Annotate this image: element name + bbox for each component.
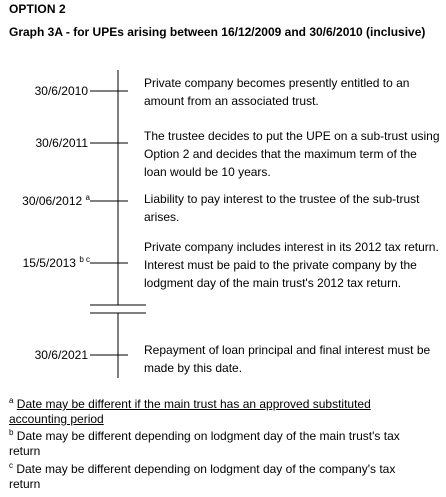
footnote [9, 397, 429, 427]
footnote-text: Date may be different depending on lodgment day of the company's tax return [9, 462, 396, 491]
event-date-label: 30/6/2010 [34, 84, 88, 98]
event-date [0, 136, 88, 150]
event-description: Private company includes interest in its 2012 tax return. Interest must be paid to the private company by the lodgment day of the main trust's 2012 tax return. [144, 240, 439, 290]
event-footnote-mark: a [85, 193, 90, 202]
event-description: Liability to pay interest to the trustee of the sub-trust arises. [144, 192, 420, 224]
footnote-text: Date may be different depending on lodgment day of the main trust's tax return [9, 429, 400, 458]
event-date-label: 30/6/2021 [34, 348, 88, 362]
event-description: The trustee decides to put the UPE on a sub-trust using Option 2 and decides that the maximum term of the loan would be 10 years. [144, 129, 440, 179]
event-date-label: 30/06/2012 [22, 194, 83, 208]
event-description: Repayment of loan principal and final interest must be made by this date. [144, 343, 431, 375]
event-description: Private company becomes presently entitled to an amount from an associated trust. [144, 76, 410, 108]
event-date-label: 30/6/2011 [35, 136, 88, 150]
footnote [9, 429, 429, 459]
page-heading: OPTION 2 [9, 2, 66, 16]
footnote-mark: b [9, 428, 14, 437]
event-date [0, 256, 90, 270]
graph-title: Graph 3A - for UPEs arising between 16/12/2009 and 30/6/2010 (inclusive) [9, 25, 426, 39]
event-date-label: 15/5/2013 [22, 256, 76, 270]
event-date [0, 84, 88, 98]
footnote-mark: c [9, 461, 13, 470]
footnote [9, 462, 429, 492]
footnote-text: Date may be different if the main trust has an approved substituted accounting period [9, 397, 371, 426]
event-date [0, 194, 90, 208]
event-footnote-mark: b c [79, 255, 90, 264]
footnote-mark: a [9, 396, 14, 405]
event-date [0, 348, 88, 362]
